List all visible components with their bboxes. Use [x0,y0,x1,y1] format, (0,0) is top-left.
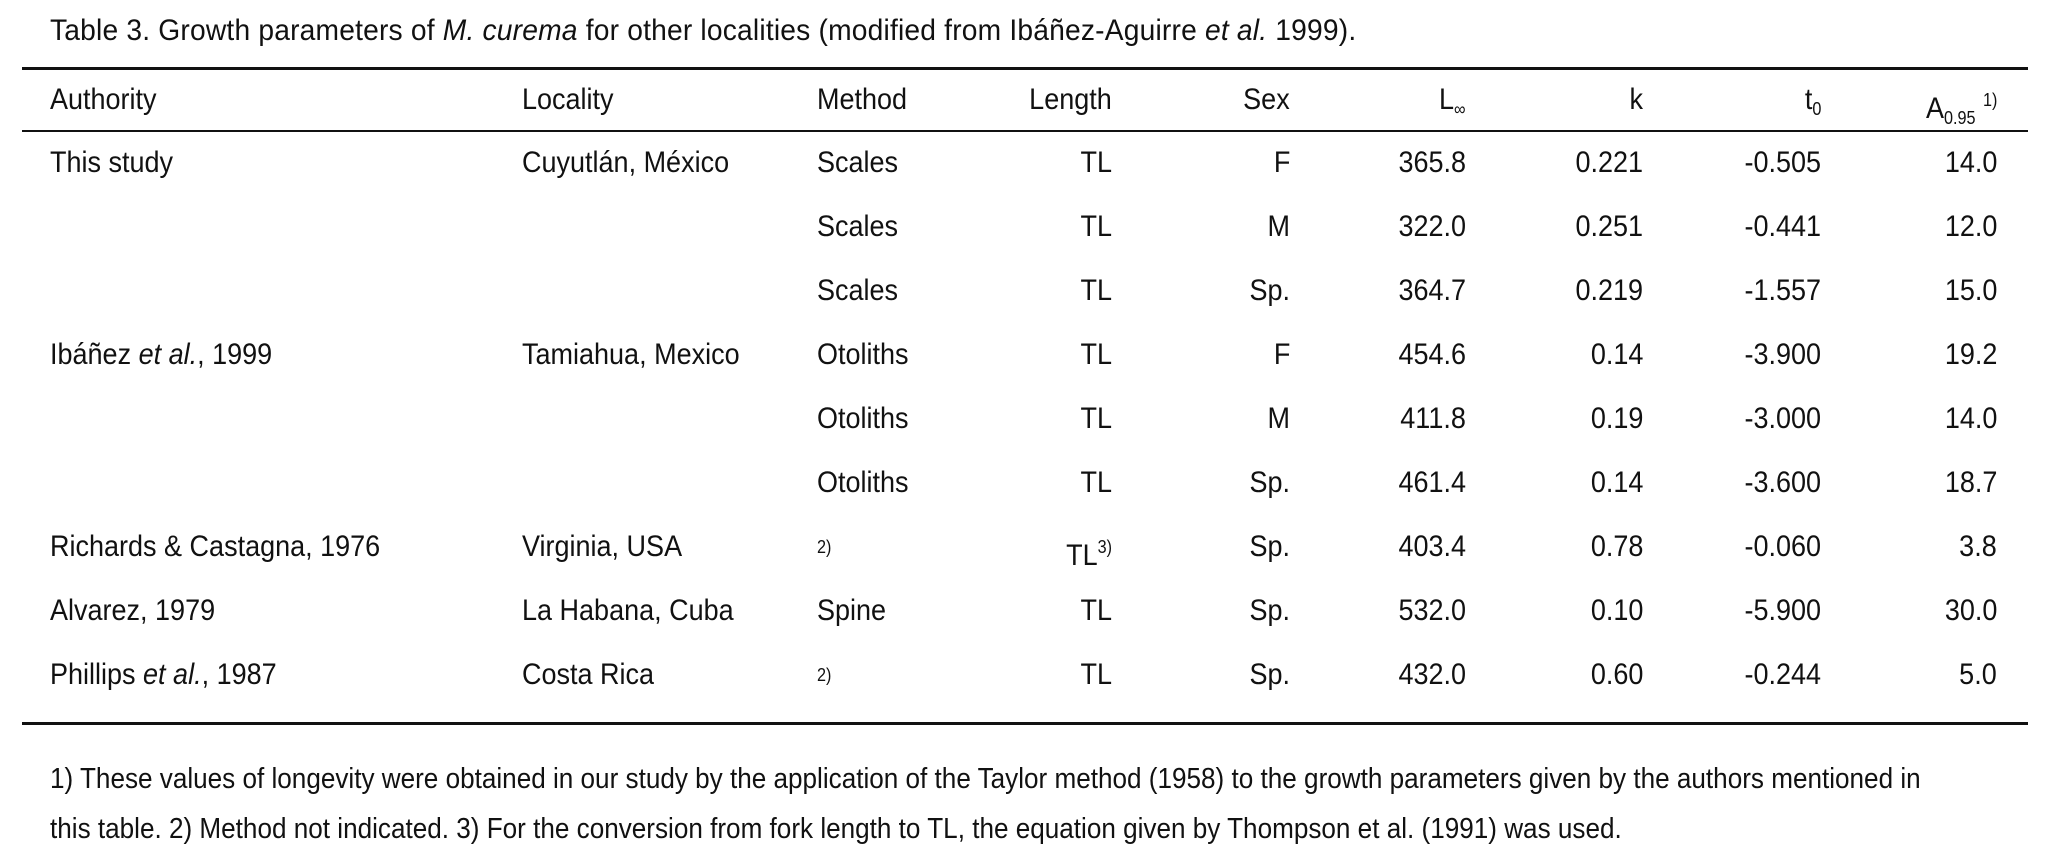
cell-method: Spine [817,594,887,627]
cell-k: 0.78 [1590,530,1643,563]
cell-method: Scales [817,210,899,243]
header-method: Method [817,83,908,116]
cell-locality: Tamiahua, Mexico [522,338,740,371]
header-a-sub: 0.95 [1943,108,1976,128]
header-linf [1439,82,1466,127]
cell-length [1066,529,1112,574]
cell-method: Otoliths [817,402,909,435]
header-authority: Authority [50,83,157,116]
table-top-rule [22,67,2028,70]
cell-sex: Sp. [1249,274,1290,307]
cell-locality: La Habana, Cuba [522,594,734,627]
cell-sex: Sp. [1249,658,1290,691]
cell-method [817,657,831,702]
header-k: k [1629,83,1643,116]
authority-text: This study [50,146,174,179]
header-linf-base: L [1439,83,1455,116]
cell-authority: Alvarez, 1979 [50,594,216,627]
cell-k: 0.219 [1575,274,1643,307]
cell-linf: 454.6 [1398,338,1466,371]
cell-authority [50,337,272,373]
cell-authority [50,657,277,693]
cell-a095: 5.0 [1959,658,1997,691]
cell-a095: 14.0 [1944,146,1997,179]
caption-etal: et al. [1204,14,1268,47]
cell-t0: -0.441 [1744,210,1821,243]
caption-suffix: 1999). [1267,14,1357,47]
header-t0-base: t [1804,83,1812,116]
header-a095 [1926,82,1997,136]
method-note: 2) [817,537,832,557]
caption-prefix: Table 3. Growth parameters of [50,14,443,47]
cell-a095: 30.0 [1944,594,1997,627]
table-caption [50,14,1356,48]
cell-linf: 365.8 [1398,146,1466,179]
cell-linf: 432.0 [1398,658,1466,691]
cell-length: TL [1080,658,1112,691]
cell-authority: Richards & Castagna, 1976 [50,530,381,563]
cell-k: 0.251 [1575,210,1643,243]
table-footnote [50,754,1940,854]
cell-k: 0.19 [1590,402,1643,435]
cell-a095: 19.2 [1944,338,1997,371]
cell-method [817,529,831,574]
cell-sex: M [1267,402,1290,435]
authority-year: , 1999 [197,338,273,371]
cell-linf: 364.7 [1398,274,1466,307]
cell-method: Scales [817,274,899,307]
table-header-rule [22,130,2028,132]
cell-k: 0.14 [1590,466,1643,499]
authority-etal: et al. [143,658,202,691]
header-a-sup: 1) [1982,90,1997,110]
authority-text: Ibáñez [50,338,139,371]
cell-t0: -0.505 [1744,146,1821,179]
cell-t0: -1.557 [1744,274,1821,307]
header-t0-sub: 0 [1811,99,1821,119]
cell-authority [50,145,173,181]
header-length: Length [1029,83,1112,116]
cell-a095: 12.0 [1944,210,1997,243]
cell-t0: -5.900 [1744,594,1821,627]
authority-etal: et al. [138,338,198,371]
cell-k: 0.60 [1590,658,1643,691]
authority-text: Phillips [50,658,144,691]
cell-length: TL [1080,402,1112,435]
cell-length: TL [1080,146,1112,179]
cell-sex: Sp. [1249,466,1290,499]
cell-locality: Cuyutlán, México [522,146,730,179]
length-note: 3) [1097,537,1112,557]
cell-t0: -3.000 [1744,402,1821,435]
cell-t0: -3.900 [1744,338,1821,371]
cell-length: TL [1080,338,1112,371]
cell-method: Scales [817,146,899,179]
cell-sex: F [1273,146,1290,179]
footnote-line-1: 1) These values of longevity were obtained in our study by the application of the Taylor method (1958) to the growth parameters given by the authors mentioned in [50,763,1921,795]
cell-sex: Sp. [1249,530,1290,563]
cell-locality: Virginia, USA [522,530,683,563]
cell-t0: -0.244 [1744,658,1821,691]
cell-k: 0.221 [1575,146,1643,179]
cell-linf: 322.0 [1398,210,1466,243]
cell-a095: 18.7 [1944,466,1997,499]
cell-length: TL [1080,466,1112,499]
header-sex: Sex [1243,83,1290,116]
cell-a095: 14.0 [1944,402,1997,435]
header-locality: Locality [522,83,614,116]
method-note: 2) [817,665,832,685]
authority-year: , 1987 [201,658,277,691]
cell-k: 0.14 [1590,338,1643,371]
cell-sex: M [1267,210,1290,243]
cell-length: TL [1080,594,1112,627]
cell-linf: 403.4 [1398,530,1466,563]
cell-locality: Costa Rica [522,658,655,691]
cell-method: Otoliths [817,466,909,499]
cell-linf: 411.8 [1400,402,1466,435]
caption-middle: for other localities (modified from Ibáñez-Aguirre [577,14,1205,47]
cell-t0: -3.600 [1744,466,1821,499]
header-t0 [1804,82,1821,127]
header-linf-sub: ∞ [1454,99,1466,119]
cell-a095: 3.8 [1959,530,1997,563]
cell-length: TL [1080,274,1112,307]
cell-t0: -0.060 [1744,530,1821,563]
cell-a095: 15.0 [1944,274,1997,307]
header-a-base: A [1925,92,1944,125]
table-bottom-rule [22,722,2028,725]
length-text: TL [1066,539,1098,572]
cell-length: TL [1080,210,1112,243]
cell-sex: Sp. [1249,594,1290,627]
caption-species: M. curema [442,14,578,47]
cell-linf: 532.0 [1398,594,1466,627]
cell-linf: 461.4 [1398,466,1466,499]
cell-k: 0.10 [1590,594,1643,627]
cell-sex: F [1273,338,1290,371]
footnote-line-2: this table. 2) Method not indicated. 3) For the conversion from fork length to TL, the equation given by Thompson et al. (1991) was used. [50,813,1622,845]
cell-method: Otoliths [817,338,909,371]
